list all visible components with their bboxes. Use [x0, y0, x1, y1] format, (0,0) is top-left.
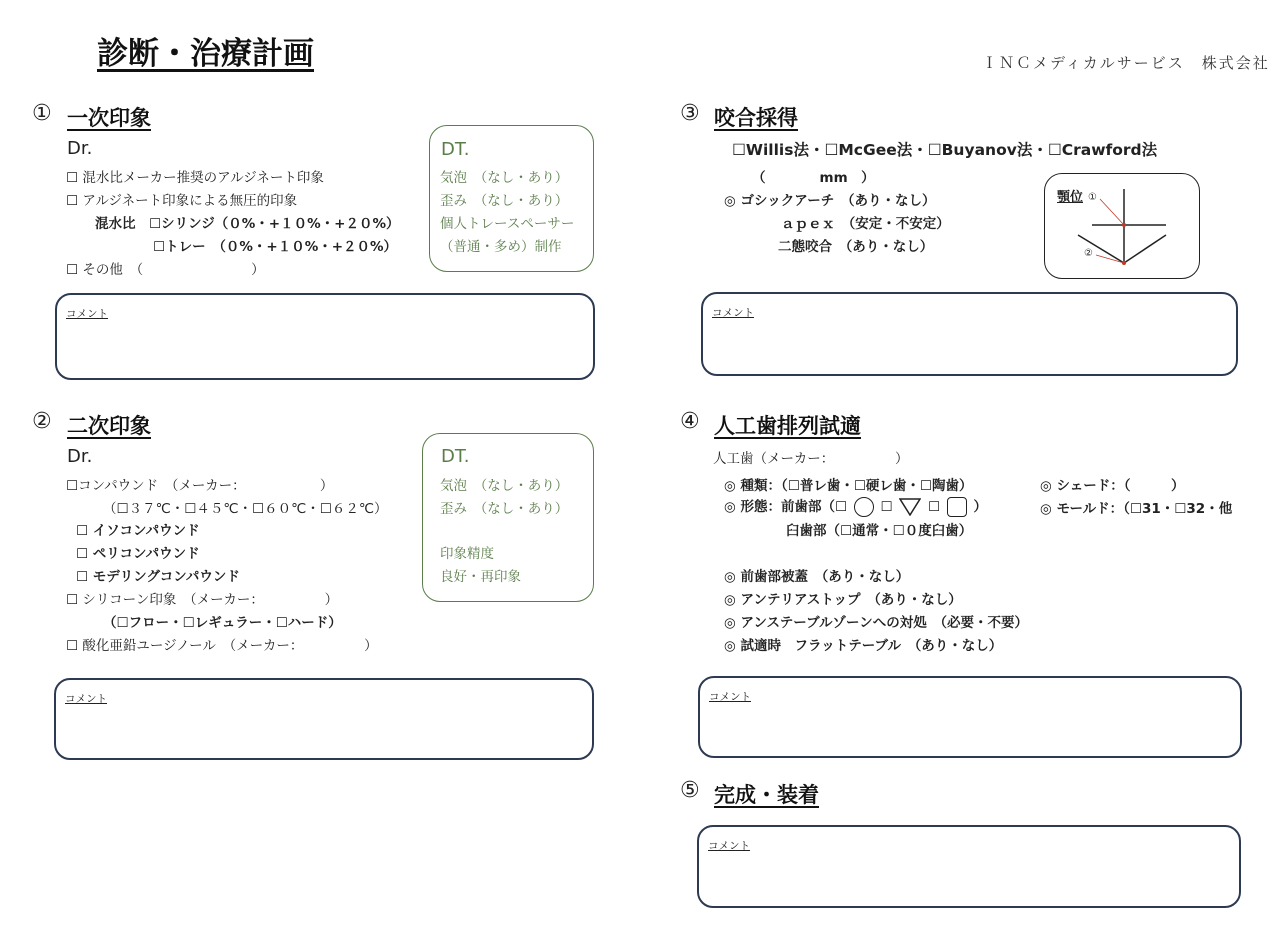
diagram-leader-1	[1100, 199, 1124, 225]
sec1-option-other[interactable]: ☐ その他 （ ）	[66, 262, 265, 278]
diagram-point-1	[1122, 223, 1126, 227]
tapering-shape-icon	[899, 498, 921, 516]
diagram-point-2	[1122, 261, 1126, 265]
ovoid-shape-icon	[854, 497, 874, 517]
sec4-shape-prefix: ◎ 形態：前歯部（☐	[724, 499, 848, 515]
sec4-unstable-zone[interactable]: ◎ アンステーブルゾーンへの対処 （必要・不要）	[724, 615, 1029, 631]
diagram-leader-2	[1096, 255, 1124, 263]
sec4-shape-box-2: ☐	[880, 499, 893, 515]
sec1-dt-bubble: 気泡 （なし・あり）	[440, 170, 569, 186]
sec1-ratio-tray[interactable]: ☐トレー （０%・+１０%・+２０%）	[153, 239, 398, 255]
section-1-title: 一次印象	[67, 106, 151, 130]
sec4-anterior-stop[interactable]: ◎ アンテリアストップ （あり・なし）	[724, 592, 962, 608]
comment-label: コメント	[65, 693, 107, 705]
sec4-posterior[interactable]: 臼歯部（☐通常・☐０度臼歯）	[786, 523, 973, 539]
sec5-comment-box[interactable]	[697, 825, 1241, 908]
sec3-jaw-mark-2: ②	[1084, 248, 1093, 259]
sec3-gothic-arch[interactable]: ◎ ゴシックアーチ （あり・なし）	[724, 193, 936, 209]
sec3-methods[interactable]: ☐Willis法・☐McGee法・☐Buyanov法・☐Crawford法	[732, 141, 1158, 159]
sec4-flat-table[interactable]: ◎ 試適時 フラットテーブル （あり・なし）	[724, 638, 1003, 654]
jaw-position-diagram	[1044, 173, 1198, 277]
sec3-apex[interactable]: ａｐｅｘ （安定・不安定）	[781, 216, 950, 232]
sec3-comment-box[interactable]	[701, 292, 1238, 376]
sec2-comment-box[interactable]	[54, 678, 594, 760]
section-2-number: ②	[32, 409, 52, 434]
sec2-compound-temps[interactable]: （☐３７℃・☐４５℃・☐６０℃・☐６２℃）	[103, 501, 388, 517]
comment-label: コメント	[66, 308, 108, 320]
sec1-dt-distortion: 歪み （なし・あり）	[440, 193, 569, 209]
comment-label: コメント	[708, 840, 750, 852]
section-3-number: ③	[680, 101, 700, 126]
sec4-anterior-overlap[interactable]: ◎ 前歯部被蓋 （あり・なし）	[724, 569, 910, 585]
sec1-dt-tray-spacer: 個人トレースペーサー	[440, 216, 575, 232]
sec2-option-modeling-compound[interactable]: ☐ モデリングコンパウンド	[76, 569, 240, 585]
sec2-option-silicone[interactable]: ☐ シリコーン印象 （メーカー： ）	[66, 592, 339, 608]
sec4-maker[interactable]: 人工歯（メーカー： ）	[713, 451, 909, 467]
sec4-comment-box[interactable]	[698, 676, 1242, 758]
sec3-jaw-mark-1: ①	[1088, 192, 1097, 203]
section-1-number: ①	[32, 101, 52, 126]
sec2-dt-head: DT.	[441, 446, 470, 467]
sec1-ratio-syringe[interactable]: 混水比 ☐シリンジ（０%・+１０%・+２０%）	[95, 216, 400, 232]
sec2-dt-distortion: 歪み （なし・あり）	[440, 501, 569, 517]
sec4-tooth-shape[interactable]	[724, 495, 987, 517]
sec4-tooth-type[interactable]: ◎ 種類：（☐普レ歯・☐硬レ歯・☐陶歯）	[724, 478, 973, 494]
sec2-option-iso-compound[interactable]: ☐ イソコンパウンド	[76, 523, 200, 539]
square-shape-icon	[947, 497, 967, 517]
sec4-shade[interactable]: ◎ シェード：（ ）	[1040, 478, 1185, 494]
sec1-dt-head: DT.	[441, 139, 470, 160]
diagram-left-arm	[1078, 235, 1124, 263]
sec2-option-peri-compound[interactable]: ☐ ペリコンパウンド	[76, 546, 200, 562]
comment-label: コメント	[709, 691, 751, 703]
sec2-silicone-types[interactable]: （☐フロー・☐レギュラー・☐ハード）	[103, 615, 342, 631]
sec1-dt-spacer-size: （普通・多め）制作	[440, 239, 562, 255]
sec2-dt-bubble: 気泡 （なし・あり）	[440, 478, 569, 494]
sec4-shape-end: ）	[973, 499, 988, 515]
section-4-title: 人工歯排列試適	[714, 414, 861, 438]
sec3-jaw-label: 顎位	[1057, 190, 1084, 205]
sec4-mould[interactable]: ◎ モールド：（☐31・☐32・他	[1040, 501, 1233, 517]
sec2-option-compound[interactable]: ☐コンパウンド （メーカー： ）	[66, 478, 334, 494]
sec2-dt-accuracy: 印象精度	[440, 546, 494, 562]
sec3-dual-bite[interactable]: 二態咬合 （あり・なし）	[778, 239, 934, 255]
company-name: ＩＮＣメディカルサービス 株式会社	[982, 54, 1270, 72]
page-title: 診断・治療計画	[97, 36, 314, 72]
sec2-option-zinc-oxide[interactable]: ☐ 酸化亜鉛ユージノール （メーカー： ）	[66, 638, 378, 654]
section-2-dr: Dr.	[67, 446, 93, 467]
section-1-dr: Dr.	[67, 138, 93, 159]
diagram-right-arm	[1124, 235, 1166, 263]
sec1-comment-box[interactable]	[55, 293, 595, 380]
sec1-option-alginate-ratio[interactable]: ☐ 混水比メーカー推奨のアルジネート印象	[66, 170, 324, 186]
comment-label: コメント	[712, 307, 754, 319]
section-5-title: 完成・装着	[714, 783, 819, 807]
section-5-number: ⑤	[680, 778, 700, 803]
sec3-mm[interactable]: （ mm ）	[752, 170, 875, 186]
section-4-number: ④	[680, 409, 700, 434]
section-3-title: 咬合採得	[714, 106, 798, 130]
sec2-dt-result: 良好・再印象	[440, 569, 521, 585]
section-2-title: 二次印象	[67, 414, 151, 438]
sec4-shape-box-3: ☐	[928, 499, 941, 515]
sec1-option-alginate-nopressure[interactable]: ☐ アルジネート印象による無圧的印象	[66, 193, 298, 209]
